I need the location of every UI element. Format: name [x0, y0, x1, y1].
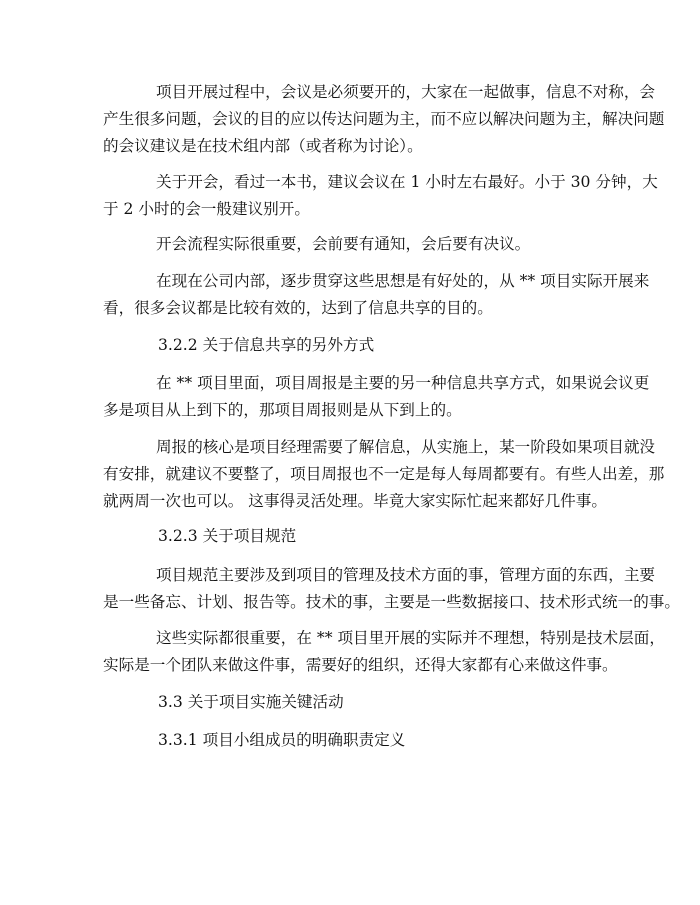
section-heading-3-3-1: 3.3.1 项目小组成员的明确职责定义	[158, 731, 406, 749]
section-heading-3-3: 3.3 关于项目实施关键活动	[158, 693, 344, 711]
text-line: 项目开展过程中，会议是必须要开的，大家在一起做事，信息不对称，会	[156, 83, 656, 101]
section-heading-3-2-2: 3.2.2 关于信息共享的另外方式	[158, 336, 375, 354]
text-line: 实际是一个团队来做这件事，需要好的组织，还得大家都有心来做这件事。	[103, 656, 618, 674]
text-line: 在 ** 项目里面，项目周报是主要的另一种信息共享方式，如果说会议更	[156, 374, 650, 392]
text-line: 项目规范主要涉及到项目的管理及技术方面的事，管理方面的东西，主要	[156, 566, 656, 584]
text-line: 关于开会，看过一本书，建议会议在 1 小时左右最好。小于 30 分钟，大	[156, 173, 658, 191]
text-line: 在现在公司内部，逐步贯穿这些思想是有好处的，从 ** 项目实际开展来	[156, 272, 650, 290]
text-line: 开会流程实际很重要，会前要有通知，会后要有决议。	[156, 235, 531, 253]
paragraph-standards-importance	[103, 625, 665, 679]
paragraph-meetings-intro	[103, 79, 665, 160]
text-line: 有安排，就建议不要整了，项目周报也不一定是每人每周都要有。有些人出差，那	[103, 465, 665, 483]
text-line: 是一些备忘、计划、报告等。技术的事，主要是一些数据接口、技术形式统一的事。	[103, 593, 680, 611]
text-line: 周报的核心是项目经理需要了解信息，从实施上，某一阶段如果项目就没	[156, 438, 656, 456]
text-line: 看，很多会议都是比较有效的，达到了信息共享的目的。	[103, 299, 493, 317]
paragraph-weekly-report	[103, 370, 650, 424]
text-line: 就两周一次也可以。 这事得灵活处理。毕竟大家实际忙起来都好几件事。	[103, 492, 607, 510]
text-line: 产生很多问题，会议的目的应以传达问题为主，而不应以解决问题为主，解决问题	[103, 110, 665, 128]
paragraph-company-practice	[103, 268, 650, 322]
section-heading-3-2-3: 3.2.3 关于项目规范	[158, 527, 297, 545]
paragraph-meeting-duration	[103, 169, 658, 223]
paragraph-project-standards	[103, 562, 680, 616]
paragraph-weekly-report-core	[103, 434, 665, 515]
text-line: 多是项目从上到下的，那项目周报则是从下到上的。	[103, 401, 462, 419]
text-line: 的会议建议是在技术组内部（或者称为讨论）。	[103, 137, 423, 155]
text-line: 于 2 小时的会一般建议别开。	[103, 200, 310, 218]
text-line: 这些实际都很重要，在 ** 项目里开展的实际并不理想，特别是技术层面，	[156, 629, 665, 647]
paragraph-meeting-process	[103, 231, 603, 258]
